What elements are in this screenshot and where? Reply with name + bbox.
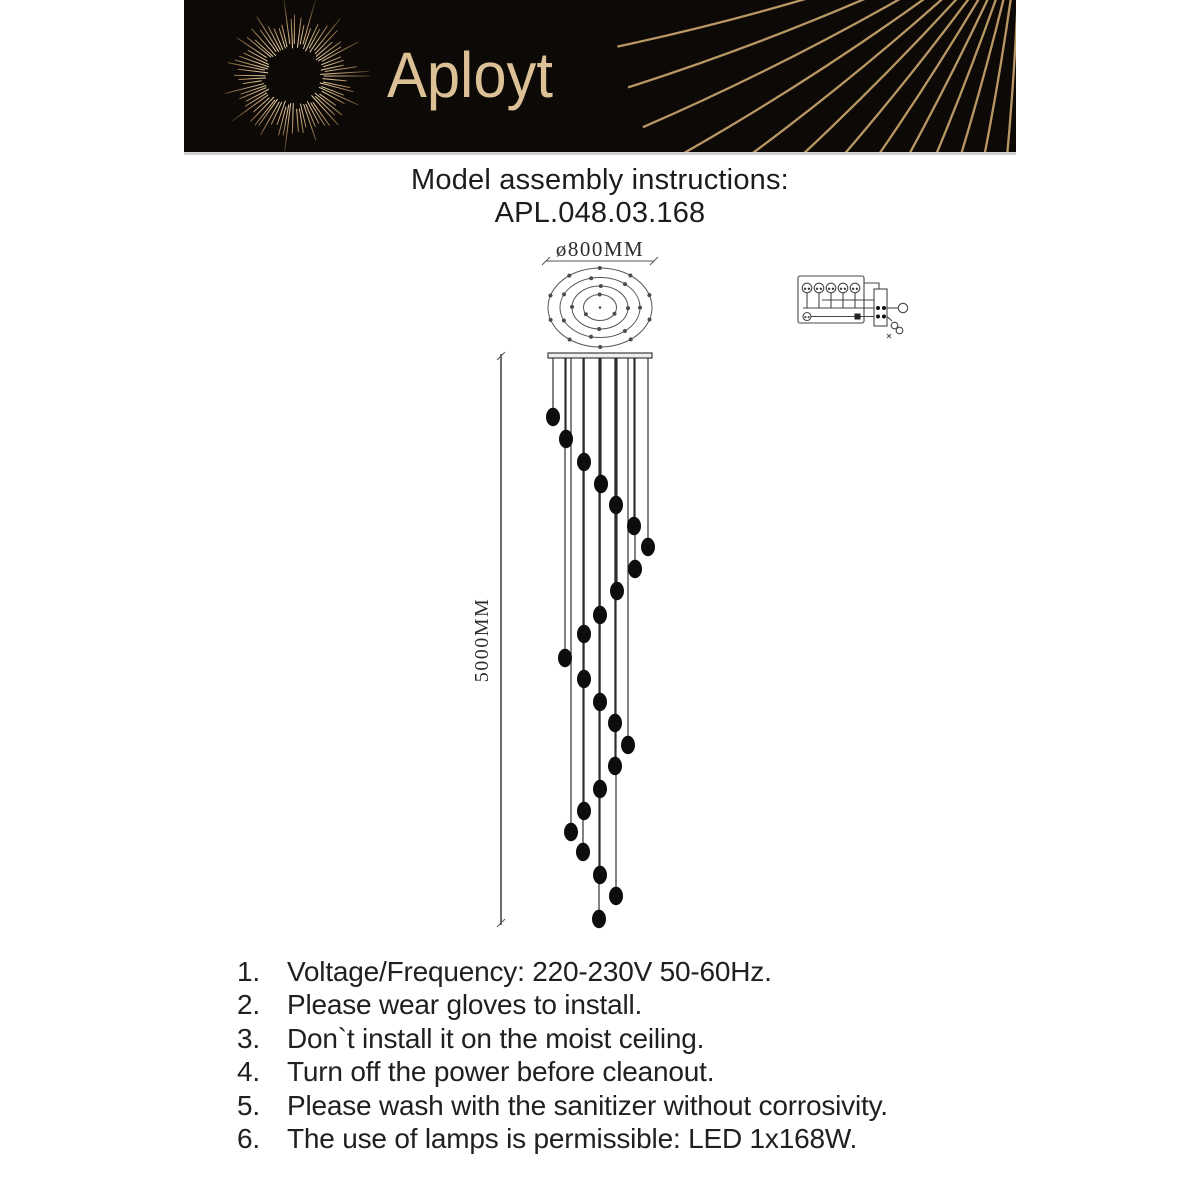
title-block [0, 163, 1200, 230]
instruction-item [220, 1055, 1020, 1088]
drawing-geometry [497, 257, 908, 928]
instruction-text: Please wear gloves to install. [287, 989, 643, 1021]
instruction-item [220, 1122, 1020, 1155]
diameter-dimension-label: ø800MM [555, 237, 645, 261]
banner-artwork [184, 0, 1016, 152]
instruction-item [220, 1089, 1020, 1122]
instruction-number: 4. [237, 1056, 260, 1088]
technical-drawing [430, 235, 960, 945]
instruction-number: 2. [237, 989, 260, 1021]
instruction-item [220, 988, 1020, 1021]
page-title: Model assembly instructions: [411, 164, 789, 196]
instruction-text: Turn off the power before cleanout. [287, 1056, 715, 1088]
instruction-number: 6. [237, 1123, 260, 1155]
brand-banner [184, 0, 1016, 155]
instruction-text: The use of lamps is permissible: LED 1x168W. [287, 1123, 858, 1155]
instruction-item [220, 955, 1020, 988]
instruction-text: Voltage/Frequency: 220-230V 50-60Hz. [287, 956, 772, 987]
instruction-number: 5. [237, 1089, 260, 1121]
instruction-text: Please wash with the sanitizer without corrosivity. [287, 1089, 888, 1121]
instruction-item [220, 1022, 1020, 1055]
instruction-number: 1. [237, 956, 260, 987]
height-dimension-label: 5000MM [471, 597, 493, 683]
brand-logo-text: Aployt [387, 39, 554, 111]
instruction-number: 3. [237, 1022, 260, 1054]
instruction-text: Don`t install it on the moist ceiling. [287, 1022, 705, 1054]
instructions-list [220, 955, 1020, 1155]
model-number: APL.048.03.168 [494, 197, 706, 229]
sunburst-logo-icon [225, 0, 371, 151]
corner-rays-decoration-icon [617, 0, 1016, 152]
